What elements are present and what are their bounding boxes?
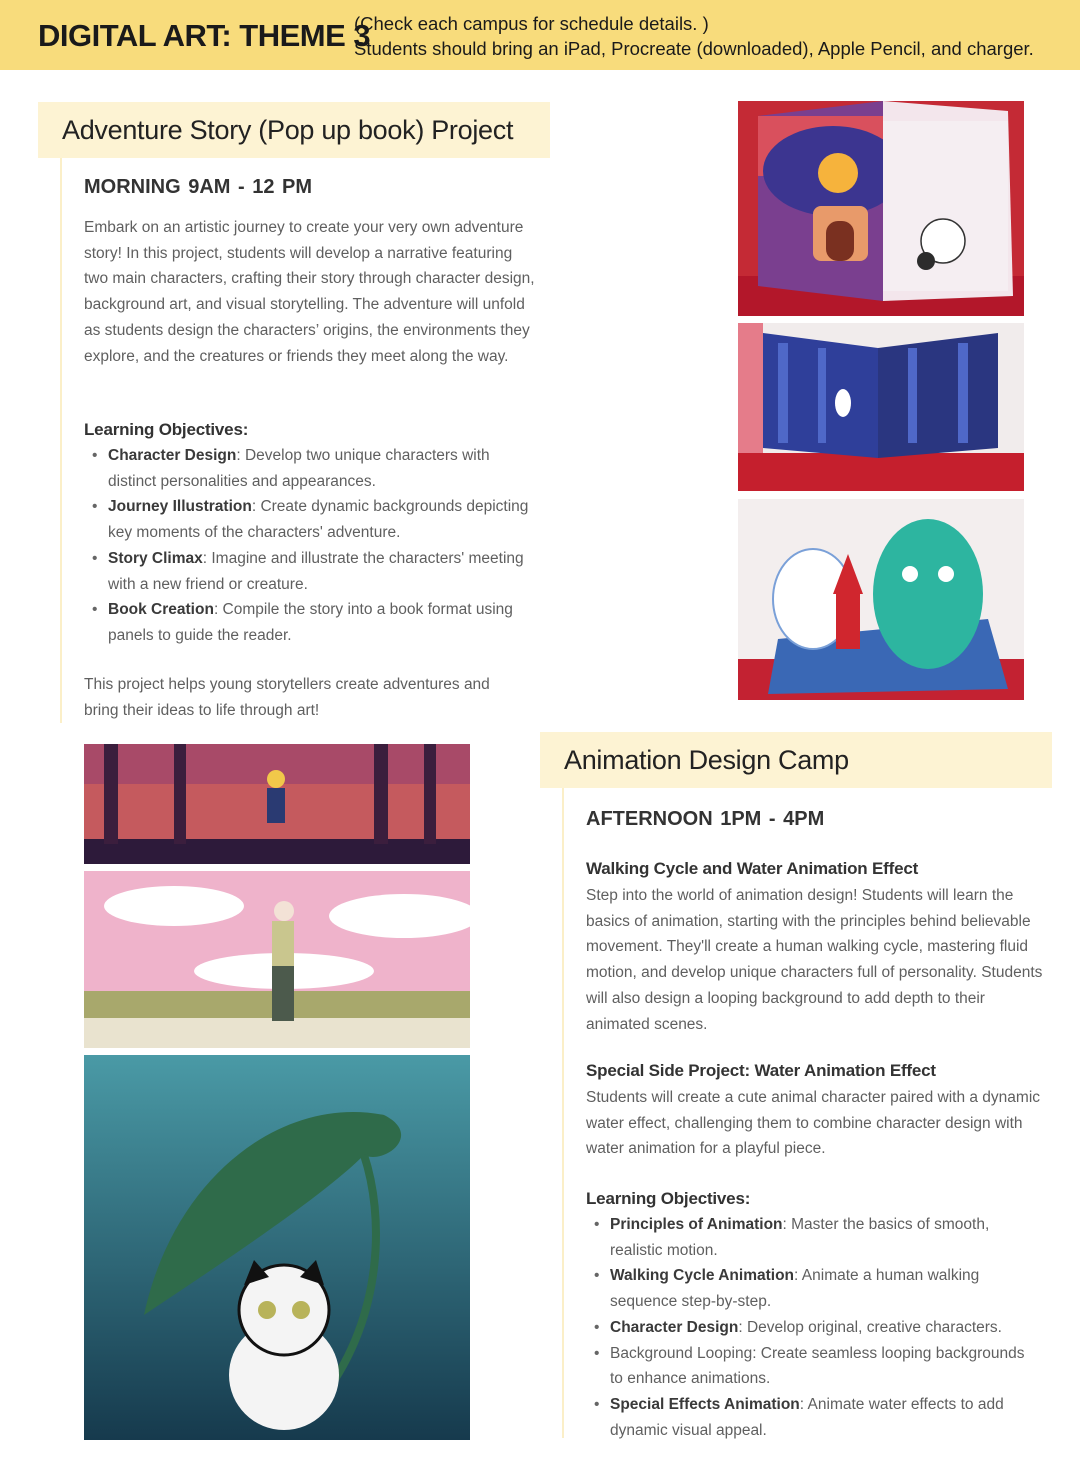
adventure-time: MORNING 9AM - 12 PM	[84, 176, 313, 198]
animation-title-text: Animation Design Camp	[564, 745, 849, 775]
objective-description: : Create dynamic backgrounds depicting key moments of the characters' adventure.	[108, 498, 529, 542]
popup-book-photo-creature	[738, 499, 1024, 700]
animation-objectives-list	[586, 1212, 1038, 1443]
objective-description: : Animate a human walking sequence step-by-step.	[610, 1267, 980, 1311]
walking-cycle-text: Step into the world of animation design! Students will learn the basics of animation, starting with the principles behind believable movement. They'll create a human walking cycle, mastering fluid motion, and develop unique characters full of personality. Students will also design a looping background to add depth to their animated scenes.	[586, 887, 1043, 1033]
objective-description: : Master the basics of smooth, realistic motion.	[610, 1216, 990, 1259]
objective-description: Background Looping: Create seamless looping backgrounds to enhance animations.	[610, 1344, 1025, 1388]
objective-term: Story Climax	[108, 549, 203, 567]
adventure-title-text: Adventure Story (Pop up book) Project	[62, 115, 514, 145]
objective-term: Principles of Animation	[610, 1216, 783, 1233]
objective-item	[586, 1315, 1038, 1341]
animation-still-cat-in-rain	[84, 1055, 470, 1440]
walking-cycle-heading: Walking Cycle and Water Animation Effect	[586, 859, 919, 878]
header-banner	[0, 0, 1080, 70]
header-note	[354, 11, 1034, 61]
objective-item	[586, 1341, 1038, 1392]
objective-description: : Imagine and illustrate the characters' meeting with a new friend or creature.	[108, 549, 524, 593]
animation-objectives-heading: Learning Objectives:	[586, 1189, 751, 1208]
side-project-heading: Special Side Project: Water Animation Effect	[586, 1061, 936, 1080]
adventure-section-title	[38, 102, 550, 158]
objective-description: : Animate water effects to add dynamic visual appeal.	[610, 1395, 1004, 1439]
animation-still-walking-girl	[84, 871, 470, 1048]
objective-item	[586, 1392, 1038, 1443]
popup-book-photo-mushroom-house	[738, 101, 1024, 316]
adventure-objectives-list	[84, 443, 534, 649]
adventure-intro: Embark on an artistic journey to create your very own adventure story! In this project, students will develop a narrative featuring two main characters, crafting their story through character design, background art, and visual storytelling. The adventure will unfold as students design the characters’ origins, the environments they explore, and the creatures or friends they meet along the way.	[84, 219, 535, 365]
objective-term: Character Design	[108, 447, 237, 464]
header-note-line2: Students should bring an iPad, Procreate (downloaded), Apple Pencil, and charger.	[354, 38, 1034, 59]
objective-item	[84, 546, 534, 597]
objective-term: Special Effects Animation	[610, 1395, 800, 1413]
page-title: DIGITAL ART: THEME 3	[38, 18, 371, 53]
side-project-text: Students will create a cute animal character paired with a dynamic water effect, challenging them to combine character design with water animation for a playful piece.	[586, 1089, 1041, 1158]
animation-section-title	[540, 732, 1052, 788]
animation-time: AFTERNOON 1PM - 4PM	[586, 808, 825, 830]
objective-item	[84, 597, 534, 648]
objective-description: : Develop two unique characters with distinct personalities and appearances.	[108, 447, 490, 490]
animation-still-forest-walk	[84, 744, 470, 864]
animation-divider	[562, 788, 564, 1438]
objective-item	[586, 1263, 1038, 1314]
adventure-divider	[60, 158, 62, 723]
objective-item	[84, 443, 534, 494]
adventure-closing: This project helps young storytellers create adventures and bring their ideas to life through art!	[84, 676, 490, 719]
objective-term: Character Design	[610, 1318, 739, 1336]
objective-item	[586, 1212, 1038, 1263]
objective-description: : Develop original, creative characters.	[738, 1318, 1002, 1336]
header-note-line1: (Check each campus for schedule details. )	[354, 13, 709, 34]
objective-term: Book Creation	[108, 601, 214, 619]
objective-term: Walking Cycle Animation	[610, 1267, 795, 1285]
objective-term: Journey Illustration	[108, 498, 252, 516]
objective-item	[84, 494, 534, 545]
adventure-objectives-heading: Learning Objectives:	[84, 420, 249, 439]
objective-description: : Compile the story into a book format using panels to guide the reader.	[108, 601, 513, 644]
popup-book-photo-forest	[738, 323, 1024, 491]
